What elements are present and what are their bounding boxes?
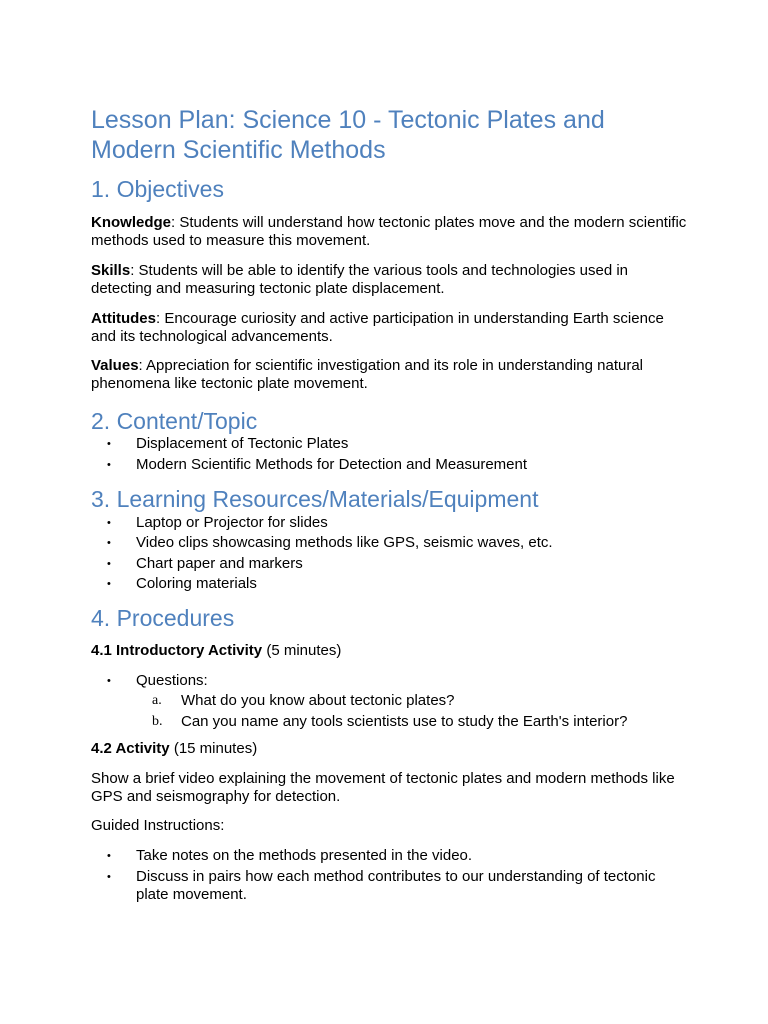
objective-text: : Students will be able to identify the various tools and technologies used in detecting and measuring tectonic plate displacement.	[91, 262, 629, 297]
bullet-icon: •	[107, 557, 111, 570]
activity-description: Show a brief video explaining the movement of tectonic plates and modern methods like GPS and seismography for detection.	[91, 769, 675, 805]
question-marker: b.	[152, 713, 163, 729]
intro-questions-list	[91, 672, 691, 731]
question-sublist	[136, 692, 691, 731]
content-heading: 2. Content/Topic	[91, 408, 258, 434]
list-item: • Discuss in pairs how each method contributes to our understanding of tectonic plate movement.	[107, 867, 656, 903]
objective-text: : Encourage curiosity and active participation in understanding Earth science and its technological advancements.	[91, 310, 664, 345]
resources-list	[91, 514, 691, 594]
question-item: b. Can you name any tools scientists use to study the Earth's interior?	[152, 712, 628, 730]
activity-duration: (15 minutes)	[169, 739, 258, 757]
list-item: • Modern Scientific Methods for Detection and Measurement	[107, 455, 528, 473]
content-list	[91, 435, 691, 474]
objective-label: Attitudes	[91, 310, 156, 327]
objective-values	[91, 357, 691, 393]
list-item: • Laptop or Projector for slides	[107, 513, 328, 531]
bullet-icon: •	[107, 458, 111, 471]
list-item: • Displacement of Tectonic Plates	[107, 435, 349, 452]
bullet-icon: •	[107, 849, 111, 862]
list-item: • Questions: a. What do you know about tectonic plates? b. Can you name any tools scientists use to study the Earth's interior?	[91, 672, 691, 731]
page-title: Lesson Plan: Science 10 - Tectonic Plates and Modern Scientific Methods	[91, 106, 605, 164]
bullet-icon: •	[107, 870, 111, 883]
bullet-icon: •	[107, 537, 111, 550]
list-item: • Video clips showcasing methods like GPS, seismic waves, etc.	[107, 534, 553, 552]
objective-attitudes	[91, 310, 691, 346]
intro-activity-label: 4.1 Introductory Activity	[91, 642, 263, 660]
list-item: • Coloring materials	[107, 575, 257, 593]
objective-knowledge	[91, 214, 691, 250]
intro-activity-duration: (5 minutes)	[262, 642, 342, 660]
objective-label: Skills	[91, 262, 131, 279]
question-marker: a.	[152, 693, 162, 709]
procedures-heading: 4. Procedures	[91, 605, 235, 632]
bullet-icon: •	[107, 578, 111, 591]
objective-text: : Students will understand how tectonic plates move and the modern scientific methods used to measure this movement.	[91, 214, 687, 249]
objective-label: Knowledge	[91, 214, 172, 231]
bullet-icon: •	[107, 675, 111, 688]
objective-label: Values	[91, 357, 139, 374]
activity-label: 4.2 Activity	[91, 739, 170, 757]
bullet-icon: •	[107, 438, 111, 450]
question-item: a. What do you know about tectonic plates?	[152, 692, 455, 710]
bullet-icon: •	[107, 516, 111, 529]
objective-skills	[91, 262, 691, 298]
guided-instructions-list	[91, 847, 691, 904]
resources-heading: 3. Learning Resources/Materials/Equipment	[91, 485, 539, 512]
list-item: • Chart paper and markers	[107, 554, 303, 572]
document-page	[91, 105, 691, 906]
activity-heading	[91, 740, 691, 758]
objectives-heading: 1. Objectives	[91, 176, 224, 202]
list-item: • Take notes on the methods presented in the video.	[107, 846, 473, 864]
guided-instructions-label: Guided Instructions:	[91, 816, 225, 834]
objective-text: : Appreciation for scientific investigation and its role in understanding natural phenomena like tectonic plate movement.	[91, 357, 644, 392]
intro-activity-heading	[91, 642, 691, 660]
